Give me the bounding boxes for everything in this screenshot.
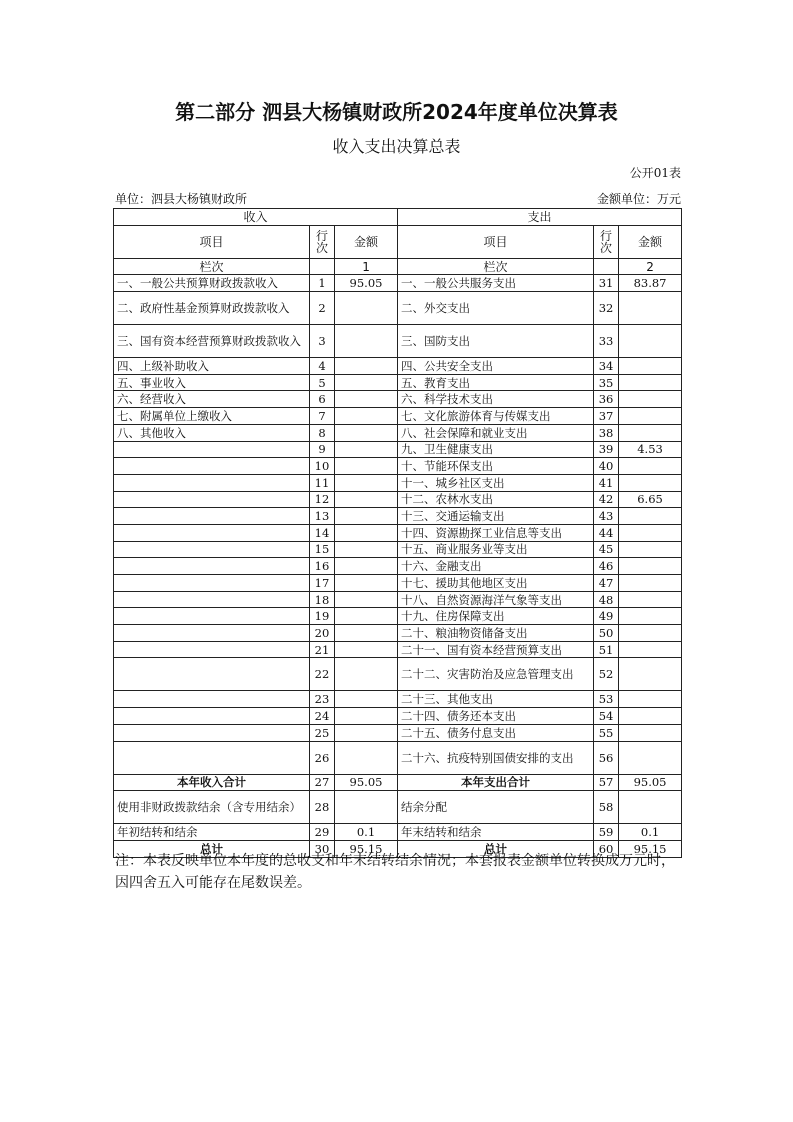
table-title: 收入支出决算总表 bbox=[332, 137, 461, 156]
income-amount bbox=[335, 691, 398, 708]
income-amount bbox=[335, 524, 398, 541]
expense-item: 十六、金融支出 bbox=[398, 558, 594, 575]
expense-line-no: 51 bbox=[594, 641, 619, 658]
expense-line-no: 44 bbox=[594, 524, 619, 541]
expense-item: 年末结转和结余 bbox=[398, 824, 594, 841]
table-row bbox=[114, 641, 682, 658]
expense-item: 十二、农林水支出 bbox=[398, 491, 594, 508]
expense-amount bbox=[619, 424, 682, 441]
income-amount bbox=[335, 608, 398, 625]
table-row bbox=[114, 292, 682, 325]
expense-header: 支出 bbox=[398, 209, 682, 226]
income-item bbox=[114, 625, 310, 642]
expense-item: 八、社会保障和就业支出 bbox=[398, 424, 594, 441]
income-line-no: 14 bbox=[310, 524, 335, 541]
expense-amount-header: 金额 bbox=[619, 225, 682, 258]
income-line-no: 5 bbox=[310, 374, 335, 391]
income-amount: 0.1 bbox=[335, 824, 398, 841]
income-line-no: 2 bbox=[310, 292, 335, 325]
expense-amount: 4.53 bbox=[619, 441, 682, 458]
expense-item: 结余分配 bbox=[398, 791, 594, 824]
expense-item: 十七、援助其他地区支出 bbox=[398, 575, 594, 592]
expense-line-no: 45 bbox=[594, 541, 619, 558]
expense-column-no-label: 栏次 bbox=[398, 258, 594, 275]
income-line-no: 28 bbox=[310, 791, 335, 824]
income-line-no: 15 bbox=[310, 541, 335, 558]
income-line-no: 19 bbox=[310, 608, 335, 625]
expense-line-no: 38 bbox=[594, 424, 619, 441]
table-row bbox=[114, 741, 682, 774]
income-line-no: 18 bbox=[310, 591, 335, 608]
expense-amount: 6.65 bbox=[619, 491, 682, 508]
expense-item: 五、教育支出 bbox=[398, 374, 594, 391]
income-line-no: 21 bbox=[310, 641, 335, 658]
income-amount: 95.05 bbox=[335, 774, 398, 791]
expense-amount bbox=[619, 575, 682, 592]
expense-line-no: 39 bbox=[594, 441, 619, 458]
income-line-no: 8 bbox=[310, 424, 335, 441]
income-line-no: 22 bbox=[310, 658, 335, 691]
expense-item: 二十六、抗疫特别国债安排的支出 bbox=[398, 741, 594, 774]
table-row bbox=[114, 724, 682, 741]
expense-line-no: 34 bbox=[594, 358, 619, 375]
income-amount bbox=[335, 724, 398, 741]
expense-line-no: 46 bbox=[594, 558, 619, 575]
table-row bbox=[114, 591, 682, 608]
expense-line-no: 36 bbox=[594, 391, 619, 408]
expense-amount: 95.05 bbox=[619, 774, 682, 791]
income-amount bbox=[335, 491, 398, 508]
expense-amount bbox=[619, 691, 682, 708]
income-item bbox=[114, 724, 310, 741]
expense-line-no: 33 bbox=[594, 325, 619, 358]
income-line-no: 26 bbox=[310, 741, 335, 774]
income-line-no: 9 bbox=[310, 441, 335, 458]
expense-item: 总计 bbox=[398, 840, 594, 857]
expense-item: 一、一般公共服务支出 bbox=[398, 275, 594, 292]
expense-line-no: 43 bbox=[594, 508, 619, 525]
expense-line-no: 41 bbox=[594, 474, 619, 491]
income-line-no: 20 bbox=[310, 625, 335, 642]
table-row bbox=[114, 524, 682, 541]
expense-line-no: 52 bbox=[594, 658, 619, 691]
income-line-no: 11 bbox=[310, 474, 335, 491]
income-item bbox=[114, 508, 310, 525]
expense-line-no-header: 行次 bbox=[594, 225, 619, 258]
income-item bbox=[114, 641, 310, 658]
income-column-no-label: 栏次 bbox=[114, 258, 310, 275]
income-expense-table bbox=[113, 208, 682, 858]
income-amount bbox=[335, 292, 398, 325]
table-row bbox=[114, 491, 682, 508]
expense-item: 二十一、国有资本经营预算支出 bbox=[398, 641, 594, 658]
table-row bbox=[114, 325, 682, 358]
table-row bbox=[114, 658, 682, 691]
expense-line-no: 57 bbox=[594, 774, 619, 791]
income-amount bbox=[335, 325, 398, 358]
table-row bbox=[114, 508, 682, 525]
income-amount bbox=[335, 575, 398, 592]
income-item bbox=[114, 441, 310, 458]
expense-line-no: 54 bbox=[594, 708, 619, 725]
income-amount bbox=[335, 641, 398, 658]
table-code: 公开01表 bbox=[629, 166, 681, 180]
income-item: 八、其他收入 bbox=[114, 424, 310, 441]
income-amount bbox=[335, 558, 398, 575]
income-item bbox=[114, 658, 310, 691]
income-amount bbox=[335, 391, 398, 408]
income-amount bbox=[335, 741, 398, 774]
expense-amount: 0.1 bbox=[619, 824, 682, 841]
income-line-no: 24 bbox=[310, 708, 335, 725]
income-line-no: 1 bbox=[310, 275, 335, 292]
income-line-no: 6 bbox=[310, 391, 335, 408]
table-row bbox=[114, 275, 682, 292]
expense-line-no: 58 bbox=[594, 791, 619, 824]
expense-item: 九、卫生健康支出 bbox=[398, 441, 594, 458]
income-line-no: 29 bbox=[310, 824, 335, 841]
table-row bbox=[114, 408, 682, 425]
expense-item: 十四、资源勘探工业信息等支出 bbox=[398, 524, 594, 541]
column-header-row bbox=[114, 225, 682, 258]
expense-line-no: 49 bbox=[594, 608, 619, 625]
expense-item: 七、文化旅游体育与传媒支出 bbox=[398, 408, 594, 425]
expense-amount bbox=[619, 658, 682, 691]
expense-line-no: 60 bbox=[594, 840, 619, 857]
expense-amount bbox=[619, 325, 682, 358]
income-column-no: 1 bbox=[335, 258, 398, 275]
expense-item: 四、公共安全支出 bbox=[398, 358, 594, 375]
expense-item: 本年支出合计 bbox=[398, 774, 594, 791]
income-line-no: 25 bbox=[310, 724, 335, 741]
table-row bbox=[114, 541, 682, 558]
expense-amount bbox=[619, 625, 682, 642]
expense-item: 三、国防支出 bbox=[398, 325, 594, 358]
expense-line-no: 47 bbox=[594, 575, 619, 592]
expense-line-no: 37 bbox=[594, 408, 619, 425]
expense-item: 六、科学技术支出 bbox=[398, 391, 594, 408]
expense-item: 二十三、其他支出 bbox=[398, 691, 594, 708]
income-amount bbox=[335, 424, 398, 441]
reporting-unit: 单位：泗县大杨镇财政所 bbox=[115, 192, 248, 206]
expense-amount bbox=[619, 724, 682, 741]
income-item bbox=[114, 575, 310, 592]
income-line-no-header: 行次 bbox=[310, 225, 335, 258]
expense-amount bbox=[619, 374, 682, 391]
expense-amount bbox=[619, 641, 682, 658]
expense-item: 十八、自然资源海洋气象等支出 bbox=[398, 591, 594, 608]
income-line-no: 7 bbox=[310, 408, 335, 425]
expense-amount: 83.87 bbox=[619, 275, 682, 292]
expense-amount bbox=[619, 408, 682, 425]
income-item bbox=[114, 458, 310, 475]
income-item: 总计 bbox=[114, 840, 310, 857]
expense-amount bbox=[619, 358, 682, 375]
expense-line-no: 31 bbox=[594, 275, 619, 292]
expense-amount bbox=[619, 292, 682, 325]
expense-item: 十三、交通运输支出 bbox=[398, 508, 594, 525]
table-row bbox=[114, 608, 682, 625]
income-item: 本年收入合计 bbox=[114, 774, 310, 791]
expense-amount: 95.15 bbox=[619, 840, 682, 857]
table-row bbox=[114, 474, 682, 491]
summary-row bbox=[114, 824, 682, 841]
income-amount-header: 金额 bbox=[335, 225, 398, 258]
expense-line-no: 32 bbox=[594, 292, 619, 325]
income-line-no: 27 bbox=[310, 774, 335, 791]
section-header-row bbox=[114, 209, 682, 226]
table-row bbox=[114, 558, 682, 575]
expense-item-header: 项目 bbox=[398, 225, 594, 258]
income-item bbox=[114, 608, 310, 625]
summary-row bbox=[114, 791, 682, 824]
expense-item: 二十二、灾害防治及应急管理支出 bbox=[398, 658, 594, 691]
income-amount: 95.05 bbox=[335, 275, 398, 292]
income-line-no: 16 bbox=[310, 558, 335, 575]
income-amount bbox=[335, 508, 398, 525]
income-item bbox=[114, 541, 310, 558]
income-item bbox=[114, 591, 310, 608]
income-amount bbox=[335, 658, 398, 691]
income-item: 六、经营收入 bbox=[114, 391, 310, 408]
income-amount bbox=[335, 408, 398, 425]
income-item bbox=[114, 491, 310, 508]
income-line-no: 10 bbox=[310, 458, 335, 475]
expense-line-no: 50 bbox=[594, 625, 619, 642]
income-amount: 95.15 bbox=[335, 840, 398, 857]
summary-row bbox=[114, 774, 682, 791]
income-line-no: 17 bbox=[310, 575, 335, 592]
income-item: 年初结转和结余 bbox=[114, 824, 310, 841]
expense-column-no: 2 bbox=[619, 258, 682, 275]
income-amount bbox=[335, 458, 398, 475]
expense-amount bbox=[619, 791, 682, 824]
income-item: 七、附属单位上缴收入 bbox=[114, 408, 310, 425]
income-item bbox=[114, 524, 310, 541]
income-item: 使用非财政拨款结余（含专用结余） bbox=[114, 791, 310, 824]
table-row bbox=[114, 708, 682, 725]
table-row bbox=[114, 575, 682, 592]
income-header: 收入 bbox=[114, 209, 398, 226]
income-item: 一、一般公共预算财政拨款收入 bbox=[114, 275, 310, 292]
expense-item: 十一、城乡社区支出 bbox=[398, 474, 594, 491]
income-line-no: 4 bbox=[310, 358, 335, 375]
table-row bbox=[114, 358, 682, 375]
income-line-no: 30 bbox=[310, 840, 335, 857]
income-amount bbox=[335, 374, 398, 391]
expense-item: 十五、商业服务业等支出 bbox=[398, 541, 594, 558]
expense-amount bbox=[619, 741, 682, 774]
income-line-no: 12 bbox=[310, 491, 335, 508]
income-amount bbox=[335, 708, 398, 725]
income-item: 三、国有资本经营预算财政拨款收入 bbox=[114, 325, 310, 358]
income-amount bbox=[335, 358, 398, 375]
expense-amount bbox=[619, 608, 682, 625]
expense-line-no: 53 bbox=[594, 691, 619, 708]
table-row bbox=[114, 441, 682, 458]
expense-line-no: 42 bbox=[594, 491, 619, 508]
expense-amount bbox=[619, 391, 682, 408]
page-title: 第二部分 泗县大杨镇财政所2024年度单位决算表 bbox=[175, 100, 618, 124]
expense-item: 十九、住房保障支出 bbox=[398, 608, 594, 625]
footnote: 注：本表反映单位本年度的总收支和年末结转结余情况；本套报表金额单位转换成万元时，因四舍五入可能存在尾数误差。 bbox=[115, 853, 675, 891]
table-row bbox=[114, 691, 682, 708]
income-item: 四、上级补助收入 bbox=[114, 358, 310, 375]
expense-amount bbox=[619, 508, 682, 525]
expense-amount bbox=[619, 558, 682, 575]
expense-item: 二十四、债务还本支出 bbox=[398, 708, 594, 725]
income-item-header: 项目 bbox=[114, 225, 310, 258]
income-item: 五、事业收入 bbox=[114, 374, 310, 391]
table-row bbox=[114, 374, 682, 391]
expense-amount bbox=[619, 708, 682, 725]
table-row bbox=[114, 625, 682, 642]
table-row bbox=[114, 424, 682, 441]
income-item bbox=[114, 691, 310, 708]
expense-line-no: 48 bbox=[594, 591, 619, 608]
income-item bbox=[114, 708, 310, 725]
income-item bbox=[114, 741, 310, 774]
table-row bbox=[114, 458, 682, 475]
expense-amount bbox=[619, 524, 682, 541]
income-amount bbox=[335, 591, 398, 608]
expense-item: 二、外交支出 bbox=[398, 292, 594, 325]
expense-amount bbox=[619, 541, 682, 558]
expense-line-no: 55 bbox=[594, 724, 619, 741]
column-number-row bbox=[114, 258, 682, 275]
expense-line-no: 56 bbox=[594, 741, 619, 774]
income-item: 二、政府性基金预算财政拨款收入 bbox=[114, 292, 310, 325]
expense-amount bbox=[619, 474, 682, 491]
table-row bbox=[114, 391, 682, 408]
income-amount bbox=[335, 791, 398, 824]
expense-item: 二十、粮油物资储备支出 bbox=[398, 625, 594, 642]
expense-item: 十、节能环保支出 bbox=[398, 458, 594, 475]
expense-line-no: 40 bbox=[594, 458, 619, 475]
expense-line-no: 35 bbox=[594, 374, 619, 391]
income-amount bbox=[335, 625, 398, 642]
income-line-no: 13 bbox=[310, 508, 335, 525]
income-amount bbox=[335, 474, 398, 491]
income-item bbox=[114, 558, 310, 575]
expense-line-no: 59 bbox=[594, 824, 619, 841]
expense-item: 二十五、债务付息支出 bbox=[398, 724, 594, 741]
income-line-no: 23 bbox=[310, 691, 335, 708]
expense-amount bbox=[619, 458, 682, 475]
income-item bbox=[114, 474, 310, 491]
expense-amount bbox=[619, 591, 682, 608]
income-line-no: 3 bbox=[310, 325, 335, 358]
income-amount bbox=[335, 441, 398, 458]
income-amount bbox=[335, 541, 398, 558]
amount-unit: 金额单位：万元 bbox=[596, 192, 681, 206]
